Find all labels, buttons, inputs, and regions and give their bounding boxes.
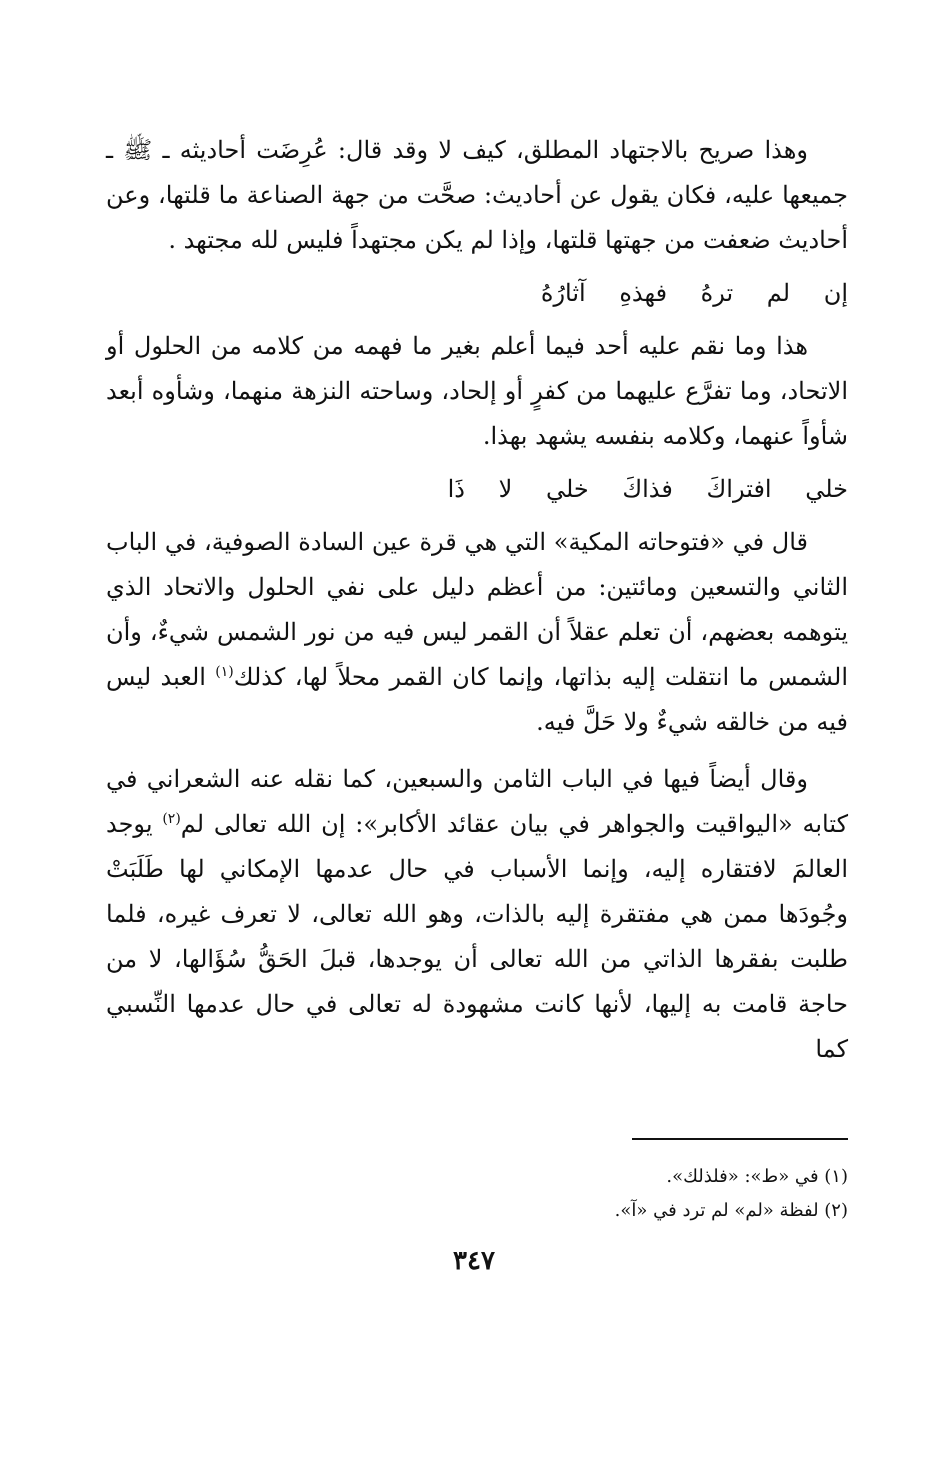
footnote-divider [632, 1138, 848, 1140]
verse-1: إن لم ترهُ فهذهِ آثارُهُ [540, 279, 848, 307]
verse-2: خلي افتراكَ فذاكَ خلي لا ذَا [447, 475, 848, 503]
footnotes [106, 1160, 848, 1228]
footnote-ref-1: (١) [215, 664, 234, 680]
footnote-2: (٢) لفظة «لم» لم ترد في «آ». [614, 1200, 848, 1221]
main-text [106, 128, 848, 1072]
paragraph-2: هذا وما نقم عليه أحد فيما أعلم بغير ما فهمه من كلامه من الحلول أو الاتحاد، وما تفرَّع عليهما من كفرٍ أو إلحاد، وساحته النزهة منهما، وشأوه أبعد شأواً عنهما، وكلامه بنفسه يشهد بهذا. [106, 332, 848, 450]
footnote-1: (١) في «ط»: «فلذلك». [666, 1166, 848, 1187]
paragraph-3-text-a: قال في «فتوحاته المكية» التي هي قرة عين السادة الصوفية، في الباب الثاني والتسعين ومائتين: من أعظم دليل على نفي الحلول والاتحاد الذي يتوهمه بعضهم، أن تعلم عقلاً أن القمر ليس فيه من نور الشمس شيءٌ، وأن الشمس ما انتقلت إليه بذاتها، وإنما كان القمر محلاً لها، كذلك [106, 528, 848, 691]
paragraph-3 [106, 520, 848, 745]
page-number: ٣٤٧ [453, 1246, 495, 1276]
paragraph-1: وهذا صريح بالاجتهاد المطلق، كيف لا وقد قال: عُرِضَت أحاديثه ـ ﷺ ـ جميعها عليه، فكان يقول عن أحاديث: صحَّت من جهة الصناعة ما قلتها، وعن أحاديث ضعفت من جهتها قلتها، وإذا لم يكن مجتهداً فليس لله مجتهد . [106, 136, 848, 254]
paragraph-4 [106, 757, 848, 1072]
footnote-ref-2: (٢) [162, 811, 181, 827]
paragraph-4-text-a: وقال أيضاً فيها في الباب الثامن والسبعين، كما نقله عنه الشعراني في كتابه «اليواقيت والجواهر في بيان عقائد الأكابر»: إن الله تعالى لم [106, 765, 848, 838]
paragraph-4-text-b: يوجد العالمَ لافتقاره إليه، وإنما الأسباب في حال عدمها الإمكاني لها طَلَبَتْ وجُودَها ممن هي مفتقرة إليه بالذات، وهو الله تعالى، لا تعرف غيره، فلما طلبت بفقرها الذاتي من الله تعالى أن يوجدها، قبلَ الحَقُّ سُؤَالها، لا من حاجة قامت به إليها، لأنها كانت مشهودة له تعالى في حال عدمها النِّسبي كما [106, 810, 848, 1063]
paragraph-3-text-b: العبد ليس فيه من خالقه شيءٌ ولا حَلَّ فيه. [106, 663, 848, 736]
